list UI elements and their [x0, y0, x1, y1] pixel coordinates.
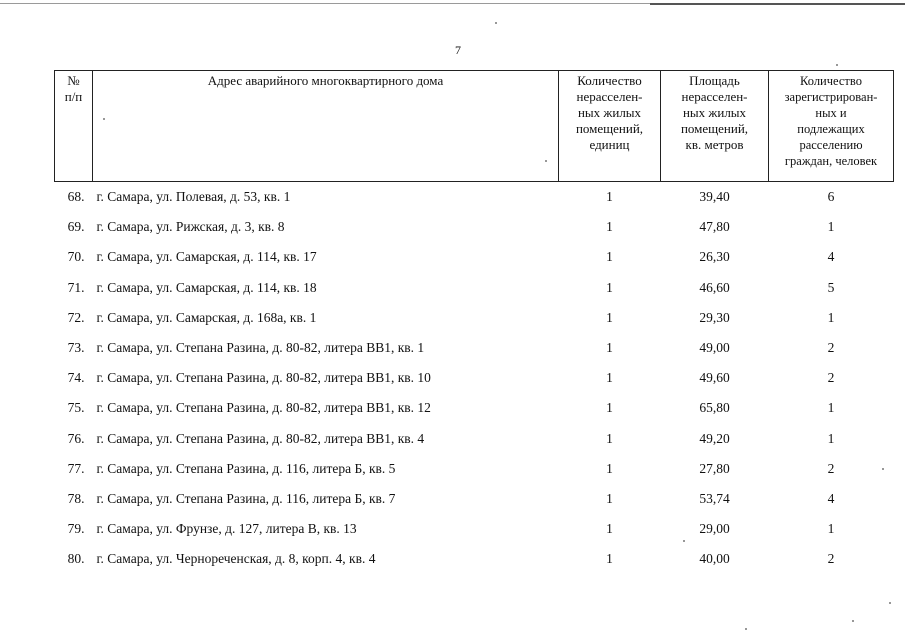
- row-number: 74.: [67, 370, 85, 386]
- scan-speck: [882, 468, 884, 470]
- row-citizens: 1: [827, 430, 835, 446]
- row-citizens: 1: [827, 521, 835, 537]
- header-row: [55, 71, 894, 182]
- table-row: [55, 544, 894, 574]
- scan-speck: [545, 160, 547, 162]
- table-row: [55, 303, 894, 333]
- row-area: 46,60: [699, 279, 730, 295]
- row-count: 1: [606, 400, 613, 416]
- table-row: [55, 333, 894, 363]
- scan-speck: [745, 628, 747, 630]
- row-area: 49,60: [699, 370, 730, 386]
- scan-speck: [495, 22, 497, 24]
- row-count: 1: [606, 340, 613, 356]
- row-count: 1: [606, 521, 613, 537]
- row-area: 29,30: [699, 309, 730, 325]
- row-count: 1: [606, 189, 613, 205]
- scan-speck: [683, 540, 685, 542]
- table-row: [55, 363, 894, 393]
- scan-top-rule: [0, 3, 660, 4]
- row-address: г. Самара, ул. Самарская, д. 114, кв. 17: [96, 249, 317, 265]
- scan-top-rule-dark: [650, 3, 905, 5]
- row-address: г. Самара, ул. Степана Разина, д. 80-82, литера ВВ1, кв. 10: [96, 370, 431, 386]
- row-area: 29,00: [699, 521, 730, 537]
- row-area: 53,74: [699, 490, 730, 506]
- row-number: 71.: [67, 279, 85, 295]
- row-citizens: 5: [827, 279, 835, 295]
- row-citizens: 2: [827, 460, 835, 476]
- table-row: [55, 273, 894, 303]
- row-number: 69.: [67, 219, 85, 235]
- row-address: г. Самара, ул. Степана Разина, д. 80-82, литера ВВ1, кв. 12: [96, 400, 431, 416]
- row-citizens: 2: [827, 551, 835, 567]
- row-area: 65,80: [699, 400, 730, 416]
- table-row: [55, 242, 894, 272]
- page-number: 7: [455, 43, 461, 57]
- row-citizens: 1: [827, 400, 835, 416]
- table-row: [55, 484, 894, 514]
- row-area: 39,40: [699, 189, 730, 205]
- scan-speck: [852, 620, 854, 622]
- row-address: г. Самара, ул. Самарская, д. 168а, кв. 1: [96, 309, 317, 325]
- table-row: [55, 454, 894, 484]
- header-citizens: Количество зарегистрирован- ных и подлежащих расселению граждан, человек: [769, 71, 894, 182]
- row-number: 80.: [67, 551, 85, 567]
- row-area: 47,80: [699, 219, 730, 235]
- row-count: 1: [606, 309, 613, 325]
- row-number: 72.: [67, 309, 85, 325]
- row-area: 27,80: [699, 460, 730, 476]
- table-row: [55, 424, 894, 454]
- row-address: г. Самара, ул. Полевая, д. 53, кв. 1: [96, 189, 291, 205]
- row-citizens: 4: [827, 490, 835, 506]
- row-address: г. Самара, ул. Степана Разина, д. 80-82, литера ВВ1, кв. 1: [96, 340, 425, 356]
- row-citizens: 2: [827, 370, 835, 386]
- row-address: г. Самара, ул. Чернореченская, д. 8, корп. 4, кв. 4: [96, 551, 376, 567]
- row-number: 75.: [67, 400, 85, 416]
- row-count: 1: [606, 551, 613, 567]
- row-number: 77.: [67, 460, 85, 476]
- row-count: 1: [606, 219, 613, 235]
- table-row: [55, 182, 894, 213]
- row-area: 40,00: [699, 551, 730, 567]
- header-area: Площадь нерасселен- ных жилых помещений, кв. метров: [661, 71, 769, 182]
- row-count: 1: [606, 460, 613, 476]
- row-address: г. Самара, ул. Фрунзе, д. 127, литера В, кв. 13: [96, 521, 357, 537]
- table-row: [55, 393, 894, 423]
- row-count: 1: [606, 370, 613, 386]
- row-count: 1: [606, 490, 613, 506]
- row-count: 1: [606, 430, 613, 446]
- row-address: г. Самара, ул. Степана Разина, д. 116, литера Б, кв. 7: [96, 490, 396, 506]
- row-number: 79.: [67, 521, 85, 537]
- row-number: 73.: [67, 340, 85, 356]
- header-count: Количество нерасселен- ных жилых помещений, единиц: [559, 71, 661, 182]
- emergency-housing-table: [54, 70, 894, 574]
- row-address: г. Самара, ул. Рижская, д. 3, кв. 8: [96, 219, 285, 235]
- row-address: г. Самара, ул. Степана Разина, д. 80-82, литера ВВ1, кв. 4: [96, 430, 425, 446]
- row-area: 49,00: [699, 340, 730, 356]
- table-row: [55, 514, 894, 544]
- scan-speck: [836, 64, 838, 66]
- row-address: г. Самара, ул. Степана Разина, д. 116, литера Б, кв. 5: [96, 460, 396, 476]
- row-number: 76.: [67, 430, 85, 446]
- row-number: 68.: [67, 189, 85, 205]
- row-number: 78.: [67, 490, 85, 506]
- row-citizens: 1: [827, 219, 835, 235]
- row-area: 49,20: [699, 430, 730, 446]
- row-citizens: 6: [827, 189, 835, 205]
- header-address: Адрес аварийного многоквартирного дома: [93, 71, 559, 182]
- row-count: 1: [606, 249, 613, 265]
- scan-speck: [889, 602, 891, 604]
- scan-speck: [103, 118, 105, 120]
- row-area: 26,30: [699, 249, 730, 265]
- table-row: [55, 212, 894, 242]
- header-num: № п/п: [55, 71, 93, 182]
- row-number: 70.: [67, 249, 85, 265]
- row-count: 1: [606, 279, 613, 295]
- row-citizens: 1: [827, 309, 835, 325]
- row-address: г. Самара, ул. Самарская, д. 114, кв. 18: [96, 279, 317, 295]
- row-citizens: 4: [827, 249, 835, 265]
- table-header: [55, 71, 894, 182]
- table-body: [55, 182, 894, 575]
- row-citizens: 2: [827, 340, 835, 356]
